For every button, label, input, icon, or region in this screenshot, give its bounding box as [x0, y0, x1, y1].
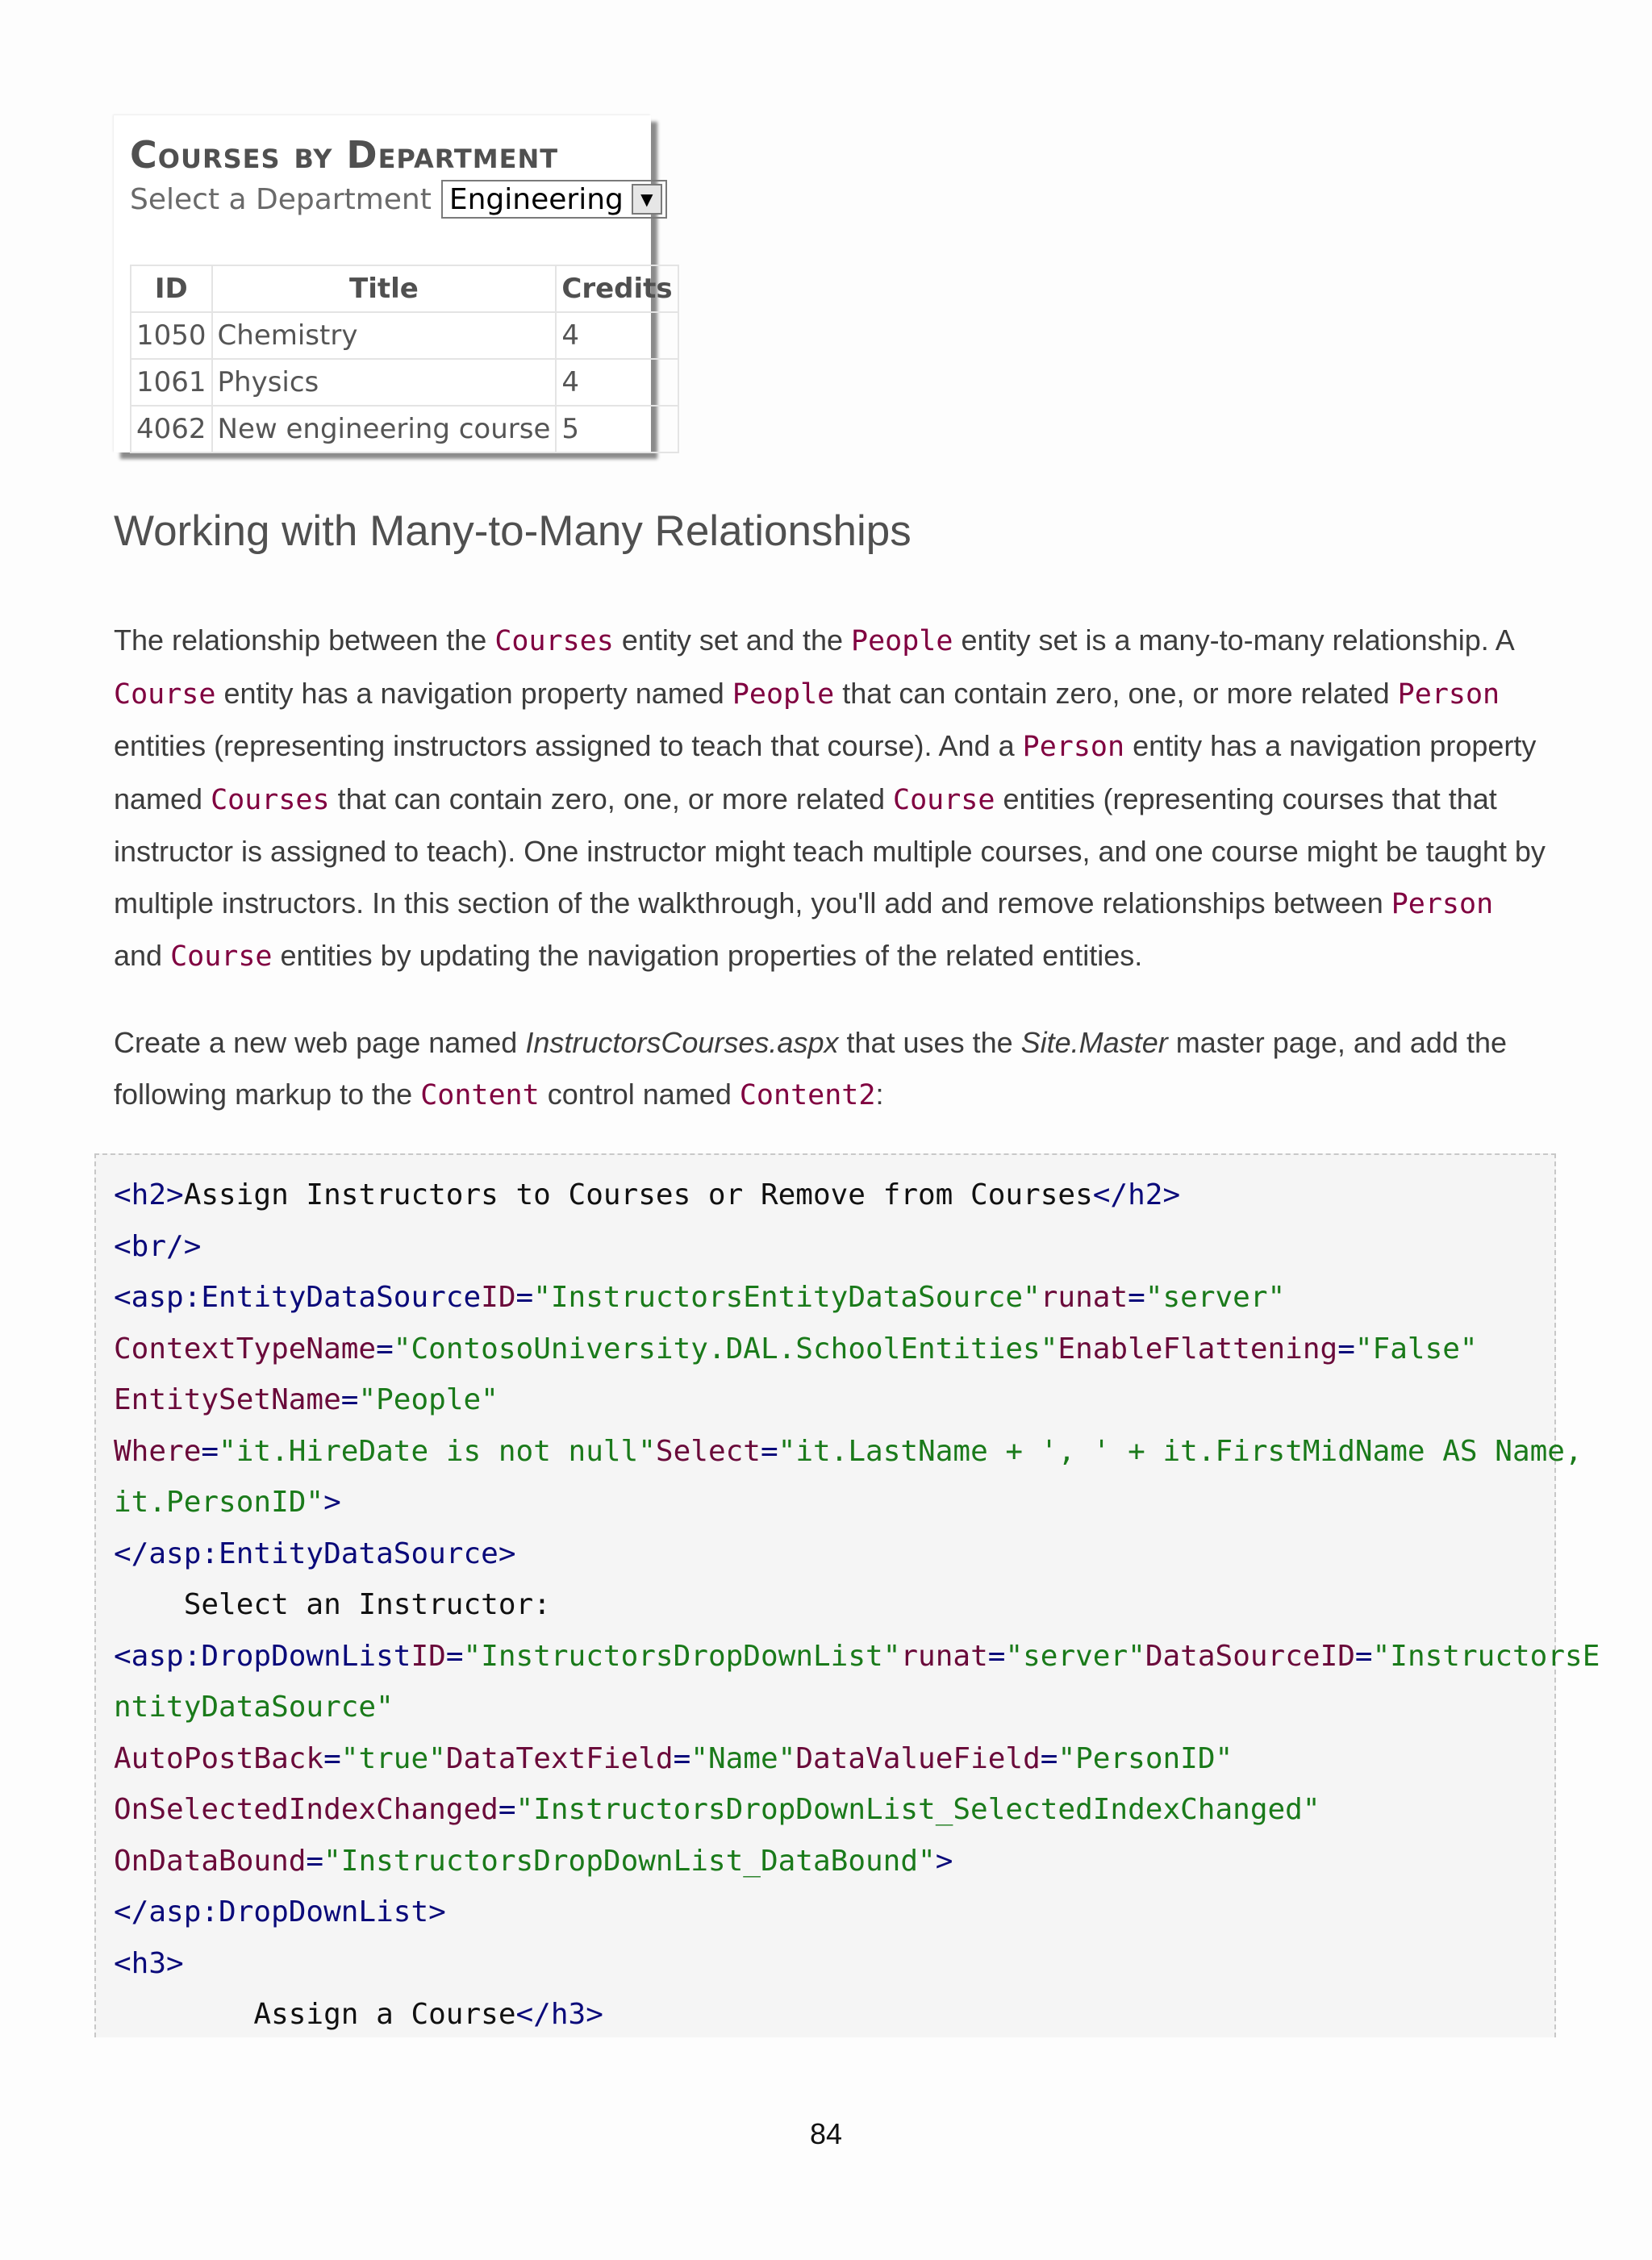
table-row: [131, 359, 678, 406]
inline-code: Course: [893, 783, 995, 816]
text: entity has a navigation property named: [114, 729, 1537, 815]
inline-code: Person: [1022, 731, 1125, 763]
code-token: "it.LastName + ', ' + it.FirstMidName AS Name,: [778, 1434, 1583, 1468]
cell-id: 1061: [131, 359, 212, 406]
cell-credits: 4: [556, 312, 678, 359]
file-name: InstructorsCourses.aspx: [525, 1026, 839, 1059]
code-token: EnableFlattening: [1058, 1332, 1338, 1366]
inline-code: Courses: [494, 625, 614, 657]
code-token: <asp:EntityDataSource: [114, 1281, 482, 1314]
inline-code: Course: [170, 940, 273, 973]
code-token: =: [201, 1434, 219, 1468]
code-token: =: [323, 1741, 341, 1775]
code-token: </asp:EntityDataSource>: [114, 1537, 516, 1570]
code-token: "InstructorsDropDownList": [463, 1639, 901, 1673]
code-token: =: [760, 1434, 778, 1468]
text: entity set is a many-to-many relationship. A: [953, 623, 1513, 657]
code-token: =: [1337, 1332, 1355, 1366]
inline-code: People: [732, 678, 835, 711]
code-token: Select an Instructor:: [114, 1588, 551, 1621]
code-token: "true": [340, 1741, 446, 1775]
text: and: [114, 939, 171, 972]
code-token: "False": [1354, 1332, 1478, 1366]
code-token: =: [445, 1639, 464, 1673]
code-token: </h3>: [515, 1998, 603, 2031]
code-token: =: [1354, 1639, 1373, 1673]
code-token: "ContosoUniversity.DAL.SchoolEntities": [393, 1332, 1058, 1366]
department-dropdown[interactable]: [441, 180, 667, 219]
code-token: runat: [1040, 1281, 1128, 1314]
inline-code: Course: [114, 678, 216, 711]
code-token: =: [1040, 1741, 1058, 1775]
chevron-down-icon[interactable]: ▼: [632, 184, 662, 215]
section-heading: Working with Many-to-Many Relationships: [114, 507, 912, 555]
code-token: "PersonID": [1058, 1741, 1233, 1775]
column-header-id: ID: [131, 265, 212, 312]
department-value: Engineering: [448, 182, 624, 216]
cell-id: 4062: [131, 406, 212, 452]
code-token: OnDataBound: [114, 1844, 307, 1878]
column-header-title: Title: [212, 265, 557, 312]
code-token: </asp:DropDownList>: [114, 1895, 446, 1929]
code-token: ID: [411, 1639, 446, 1673]
table-header-row: [131, 265, 678, 312]
code-token: ContextTypeName: [114, 1332, 377, 1366]
department-row: [130, 178, 667, 220]
code-token: <h2>: [114, 1178, 184, 1211]
text: that can contain zero, one, or more related: [834, 676, 1398, 710]
inline-code: People: [851, 625, 953, 657]
inline-code: Content: [420, 1078, 540, 1111]
page-number: 84: [809, 2117, 843, 2150]
text: :: [875, 1077, 884, 1111]
code-token: =: [498, 1793, 516, 1826]
text: entities (representing instructors assigned to teach that course). And a: [114, 729, 1023, 762]
cell-title: New engineering course: [212, 406, 557, 452]
department-label: Select a Department: [130, 182, 432, 216]
table-row: [131, 312, 678, 359]
inline-code: Person: [1397, 678, 1500, 711]
relationship-paragraph: [114, 615, 1550, 983]
code-token: "server": [1005, 1639, 1145, 1673]
code-block: [94, 1153, 1600, 2037]
cell-title: Physics: [212, 359, 557, 406]
text: entities (representing courses that that instructor is assigned to teach). One instructor might teach multiple courses, and one course might be taught by multiple instructors. In this section of the walkthrough, you'll add and remove relationships between: [114, 782, 1546, 919]
cell-id: 1050: [131, 312, 212, 359]
code-token: =: [376, 1332, 394, 1366]
code-token: "InstructorsEntityDataSource": [533, 1281, 1041, 1314]
code-token: OnSelectedIndexChanged: [114, 1793, 499, 1826]
code-token: "it.HireDate is not null": [219, 1434, 656, 1468]
code-token: AutoPostBack: [114, 1741, 324, 1775]
code-token: <asp:DropDownList: [114, 1639, 411, 1673]
code-token: "InstructorsE: [1372, 1639, 1600, 1673]
code-token: =: [987, 1639, 1006, 1673]
code-token: "Name": [690, 1741, 796, 1775]
text: entity set and the: [613, 623, 852, 657]
text: The relationship between the: [114, 623, 495, 657]
text: Create a new web page named: [114, 1026, 526, 1059]
screenshot-title: Courses by Department: [130, 133, 559, 177]
text: that can contain zero, one, or more related: [329, 782, 893, 815]
code-token: Assign Instructors to Courses or Remove from Courses: [183, 1178, 1093, 1211]
code-token: </h2>: [1092, 1178, 1181, 1211]
courses-table: [130, 265, 679, 453]
code-token: <h3>: [114, 1946, 184, 1980]
code-token: DataTextField: [445, 1741, 674, 1775]
code-token: runat: [900, 1639, 988, 1673]
code-token: "InstructorsDropDownList_SelectedIndexChanged": [515, 1793, 1320, 1826]
cell-title: Chemistry: [212, 312, 557, 359]
code-token: =: [515, 1281, 534, 1314]
column-header-credits: Credits: [556, 265, 678, 312]
code-token: "People": [358, 1383, 499, 1416]
code-token: >: [935, 1844, 953, 1878]
code-token: =: [340, 1383, 359, 1416]
code-token: =: [673, 1741, 691, 1775]
code-token: =: [306, 1844, 324, 1878]
code-token: DataValueField: [795, 1741, 1041, 1775]
text: entity has a navigation property named: [215, 676, 732, 710]
code-token: "server": [1145, 1281, 1286, 1314]
cell-credits: 5: [556, 406, 678, 452]
inline-code: Person: [1391, 887, 1494, 920]
inline-code: Content2: [739, 1078, 876, 1111]
code-token: ID: [481, 1281, 516, 1314]
master-page-name: Site.Master: [1020, 1026, 1168, 1059]
code-token: Select: [655, 1434, 761, 1468]
instructions-paragraph: [114, 1017, 1550, 1121]
code-token: >: [323, 1486, 341, 1519]
text: control named: [539, 1077, 740, 1111]
code-token: =: [1128, 1281, 1145, 1314]
code-lines: [114, 1170, 1600, 2041]
code-token: DataSourceID: [1145, 1639, 1355, 1673]
code-token: it.PersonID": [114, 1486, 324, 1519]
courses-screenshot: [114, 115, 673, 452]
code-token: "InstructorsDropDownList_DataBound": [323, 1844, 936, 1878]
cell-credits: 4: [556, 359, 678, 406]
code-token: EntitySetName: [114, 1383, 341, 1416]
table-row: [131, 406, 678, 452]
inline-code: Courses: [211, 783, 330, 816]
code-token: Where: [114, 1434, 202, 1468]
text: entities by updating the navigation properties of the related entities.: [272, 939, 1143, 972]
code-token: <br/>: [114, 1229, 202, 1263]
code-token: Assign a Course: [114, 1998, 516, 2031]
text: that uses the: [838, 1026, 1021, 1059]
text: master page, and add the following markup to the: [114, 1026, 1507, 1111]
code-token: ntityDataSource": [114, 1691, 394, 1724]
